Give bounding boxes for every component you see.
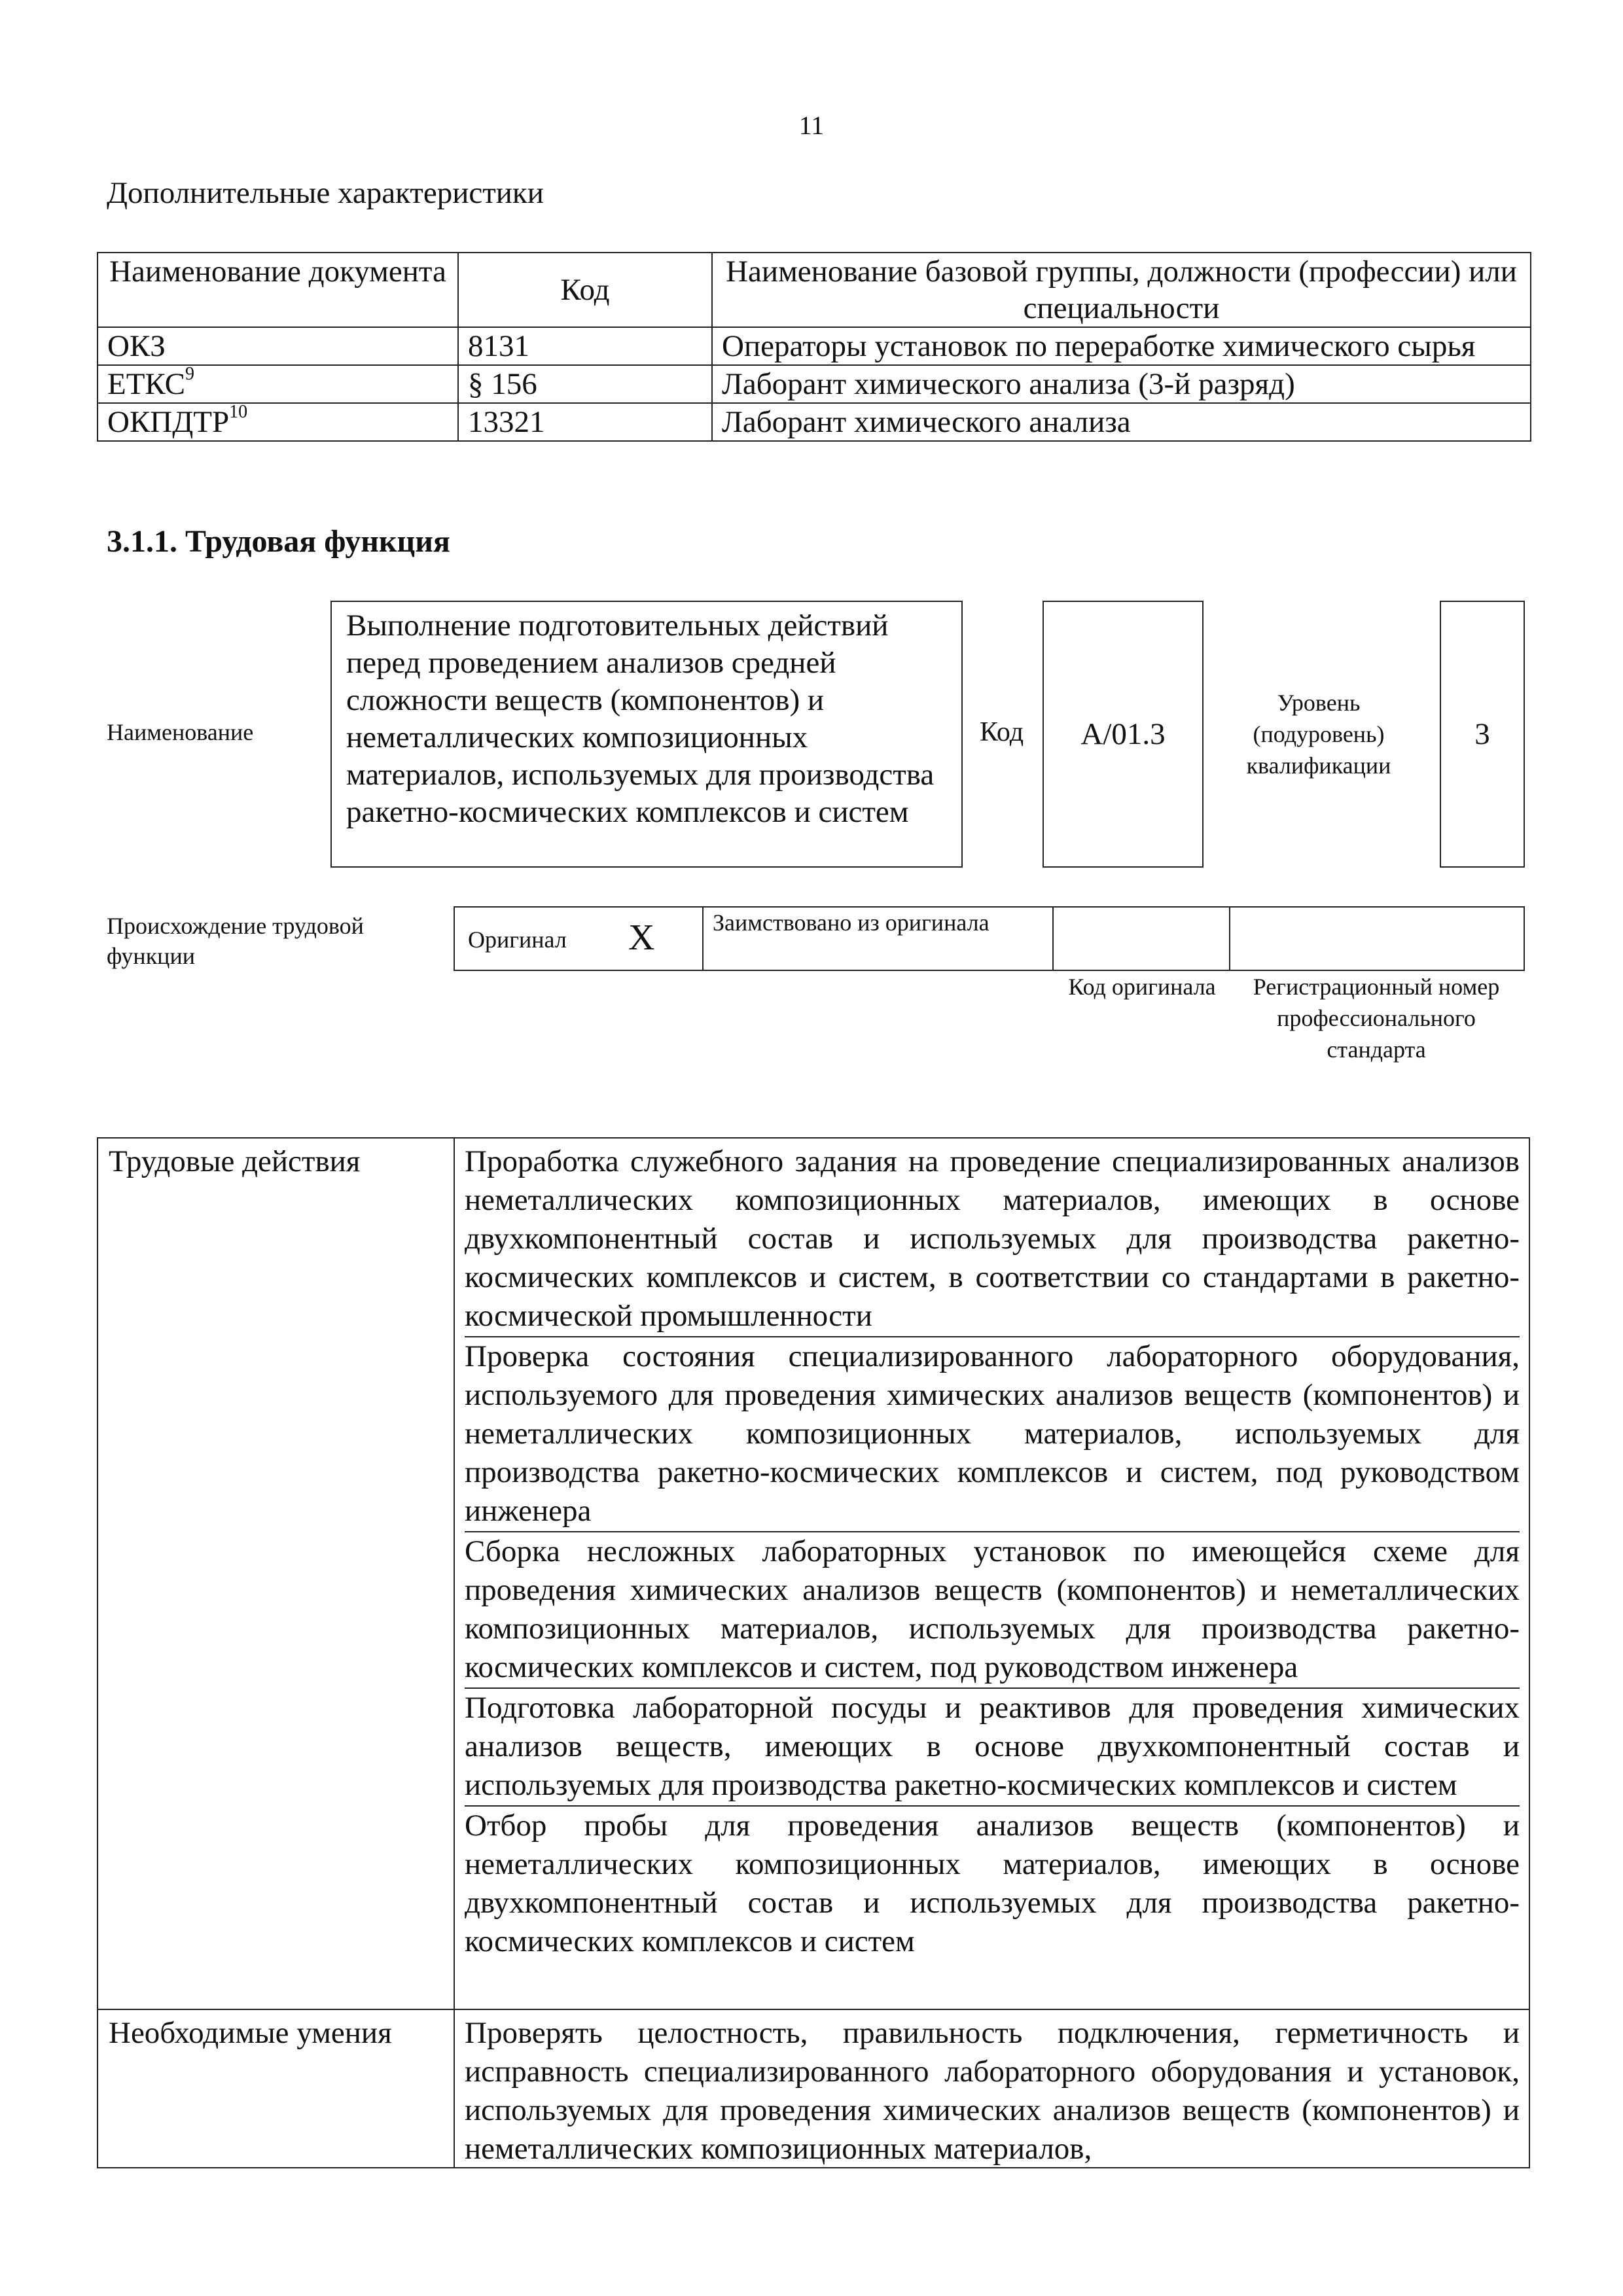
group-name-cell: Лаборант химического анализа	[712, 403, 1531, 441]
footnote-ref: 9	[185, 364, 194, 384]
original-mark: X	[628, 917, 655, 958]
function-name-box: Выполнение подготовительных действий перед проведением анализов средней сложности веществ (компонентов) и неметаллических композиционных материалов, используемых для производства ракетно-космических комплексов и систем	[330, 601, 963, 868]
column-divider	[454, 1139, 455, 2167]
labor-function-heading: 3.1.1. Трудовая функция	[107, 524, 450, 559]
origin-row	[454, 906, 1525, 971]
group-name-cell: Лаборант химического анализа (3-й разряд)	[712, 365, 1531, 403]
group-name-cell: Операторы установок по переработке химического сырья	[712, 327, 1531, 365]
function-code-box: A/01.3	[1043, 601, 1204, 868]
list-item: Проверять целостность, правильность подключения, герметичность и исправность специализированного лабораторного оборудования и установок, используемых для проведения химических анализов веществ (компонентов) и неметаллических композиционных материалов,	[465, 2016, 1520, 2166]
table-row	[98, 403, 1531, 441]
labor-actions-list	[465, 1142, 1520, 1962]
table-row	[98, 327, 1531, 365]
table-row	[98, 365, 1531, 403]
header-code: Код	[458, 253, 712, 327]
borrowed-cell	[704, 908, 1054, 970]
code-cell: 13321	[458, 403, 712, 441]
registration-number-cell	[1230, 908, 1524, 970]
additional-characteristics-table	[97, 252, 1531, 442]
origin-label: Происхождение трудовой функции	[107, 913, 364, 969]
original-label: Оригинал	[468, 927, 567, 953]
additional-characteristics-caption: Дополнительные характеристики	[107, 176, 544, 210]
qualification-level-label: Уровень (подуровень) квалификации	[1246, 690, 1391, 779]
qualification-level-box: 3	[1440, 601, 1525, 868]
list-item: Проработка служебного задания на проведение специализированных анализов неметаллических композиционных материалов, имеющих в основе двухкомпонентный состав и используемых для производства ракетно-космических комплексов и систем, в соответствии со стандартами в ракетно-космической промышленности	[465, 1144, 1520, 1333]
footnote-ref: 10	[229, 402, 248, 422]
code-cell: 8131	[458, 327, 712, 365]
doc-cell: ОКЗ	[98, 327, 458, 365]
row-divider	[98, 2009, 1529, 2010]
list-item: Проверка состояния специализированного лабораторного оборудования, используемого для проведения химических анализов веществ (компонентов) и неметаллических композиционных материалов, используемых для производства ракетно-космических комплексов и систем, под руководством инженера	[465, 1336, 1520, 1531]
labor-actions-label: Трудовые действия	[109, 1144, 361, 1178]
list-item: Отбор пробы для проведения анализов веществ (компонентов) и неметаллических композиционных материалов, имеющих в основе двухкомпонентный состав и используемых для производства ракетно-космических комплексов и систем	[465, 1805, 1520, 1962]
required-skills-list	[465, 2014, 1520, 2168]
page-number: 11	[798, 111, 825, 140]
original-code-cell	[1054, 908, 1230, 970]
table-header-row	[98, 253, 1531, 327]
registration-number-caption: Регистрационный номер профессионального стандарта	[1253, 974, 1500, 1063]
code-cell: § 156	[458, 365, 712, 403]
required-skills-label: Необходимые умения	[109, 2016, 392, 2050]
list-item: Подготовка лабораторной посуды и реактивов для проведения химических анализов веществ, имеющих в основе двухкомпонентный состав и используемых для производства ракетно-космических комплексов и систем	[465, 1687, 1520, 1805]
labor-actions-table	[97, 1137, 1530, 2168]
original-cell	[455, 908, 704, 970]
header-group-name: Наименование базовой группы, должности (профессии) или специальности	[712, 253, 1531, 327]
borrowed-label: Заимствовано из оригинала	[713, 910, 990, 936]
doc-cell: ЕТКС$^9$	[98, 365, 458, 403]
original-code-caption: Код оригинала	[1068, 974, 1216, 1000]
header-document: Наименование документа	[98, 253, 458, 327]
name-label: Наименование	[107, 719, 254, 745]
code-label: Код	[980, 717, 1024, 747]
doc-cell: ОКПДТР$^{10}$	[98, 403, 458, 441]
list-item: Сборка несложных лабораторных установок по имеющейся схеме для проведения химических анализов веществ (компонентов) и неметаллических композиционных материалов, используемых для производства ракетно-космических комплексов и систем, под руководством инженера	[465, 1531, 1520, 1687]
